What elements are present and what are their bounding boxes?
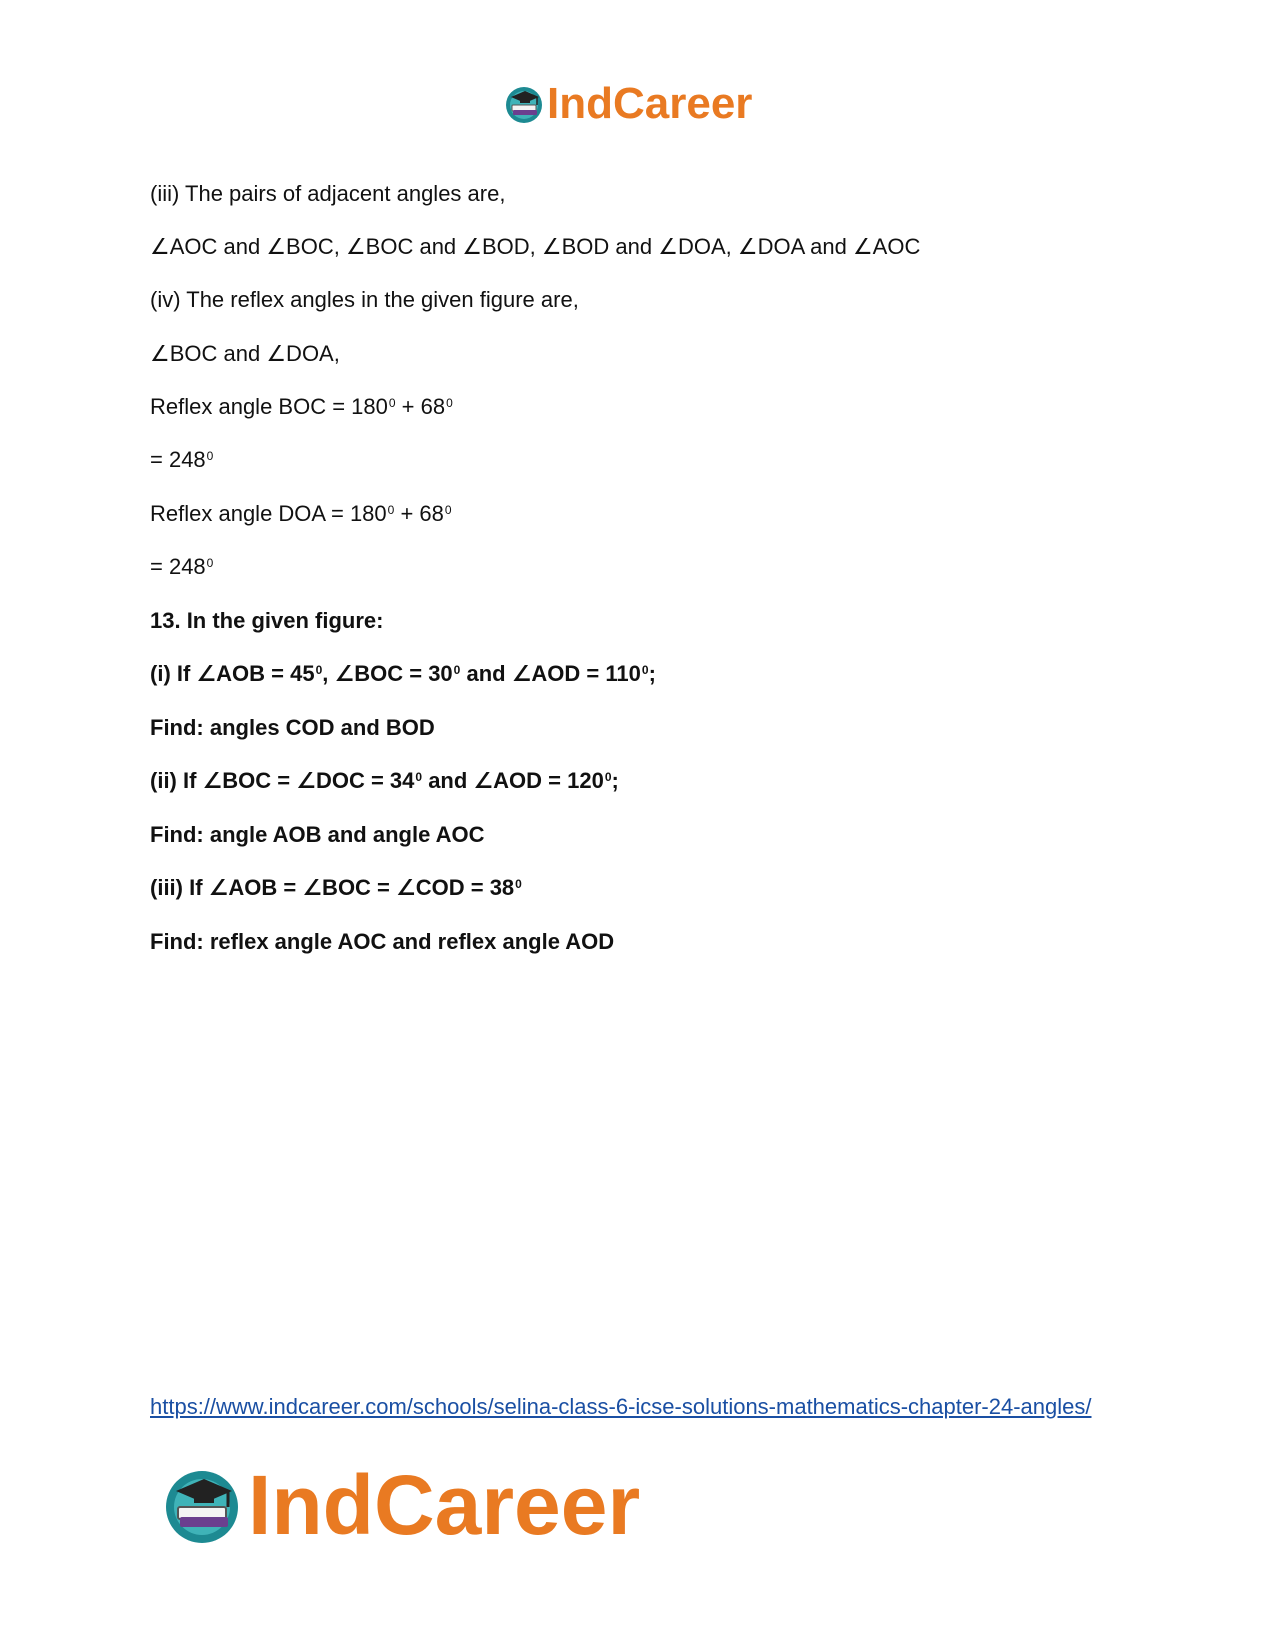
text-segment: , ∠BOC = 30 — [322, 661, 453, 686]
superscript: 0 — [388, 396, 396, 410]
text-segment: + 68 — [395, 394, 446, 419]
superscript: 0 — [446, 396, 453, 410]
text-segment: (ii) If ∠BOC = ∠DOC = 34 — [150, 768, 415, 793]
source-link[interactable]: https://www.indcareer.com/schools/selina-class-6-icse-solutions-mathematics-chapter-24-angles/ — [150, 1394, 1092, 1419]
text-segment: Reflex angle BOC = 180 — [150, 394, 388, 419]
text-line — [150, 393, 453, 421]
question-find: Find: reflex angle AOC and reflex angle AOD — [150, 929, 615, 954]
graduation-book-globe-icon — [503, 83, 545, 125]
superscript: 0 — [453, 663, 461, 677]
text-segment: = 248 — [150, 554, 206, 579]
text-line: (iv) The reflex angles in the given figure are, — [150, 287, 579, 312]
text-line — [150, 553, 213, 581]
header-logo — [503, 80, 752, 128]
superscript: 0 — [641, 663, 649, 677]
text-segment: (iii) If ∠AOB = ∠BOC = ∠COD = 38 — [150, 875, 515, 900]
question-find: Find: angle AOB and angle AOC — [150, 822, 485, 847]
text-segment: and ∠AOD = 110 — [460, 661, 641, 686]
graduation-book-globe-icon — [160, 1463, 244, 1547]
footer-logo — [160, 1460, 640, 1550]
text-segment: (i) If ∠AOB = 45 — [150, 661, 315, 686]
text-segment: Reflex angle DOA = 180 — [150, 501, 387, 526]
superscript: 0 — [315, 663, 323, 677]
superscript: 0 — [444, 503, 452, 517]
question-part — [150, 874, 522, 902]
question-heading: 13. In the given figure: — [150, 608, 384, 633]
text-segment: + 68 — [394, 501, 444, 526]
text-line: (iii) The pairs of adjacent angles are, — [150, 181, 506, 206]
superscript: 0 — [515, 877, 522, 891]
superscript: 0 — [415, 770, 423, 784]
question-find: Find: angles COD and BOD — [150, 715, 435, 740]
text-line: ∠BOC and ∠DOA, — [150, 341, 340, 366]
text-line — [150, 446, 213, 474]
logo-text: IndCareer — [547, 79, 753, 128]
logo-text: IndCareer — [248, 1458, 641, 1552]
question-part — [150, 767, 619, 795]
superscript: 0 — [206, 556, 214, 570]
text-segment: and ∠AOD = 120 — [422, 768, 604, 793]
text-line — [150, 500, 452, 528]
text-segment: = 248 — [150, 447, 206, 472]
text-segment: ; — [611, 768, 619, 793]
text-line: ∠AOC and ∠BOC, ∠BOC and ∠BOD, ∠BOD and ∠DOA, ∠DOA and ∠AOC — [150, 234, 921, 259]
superscript: 0 — [604, 770, 612, 784]
superscript: 0 — [387, 503, 395, 517]
text-segment: ; — [648, 661, 656, 686]
superscript: 0 — [206, 449, 214, 463]
question-part — [150, 660, 656, 688]
